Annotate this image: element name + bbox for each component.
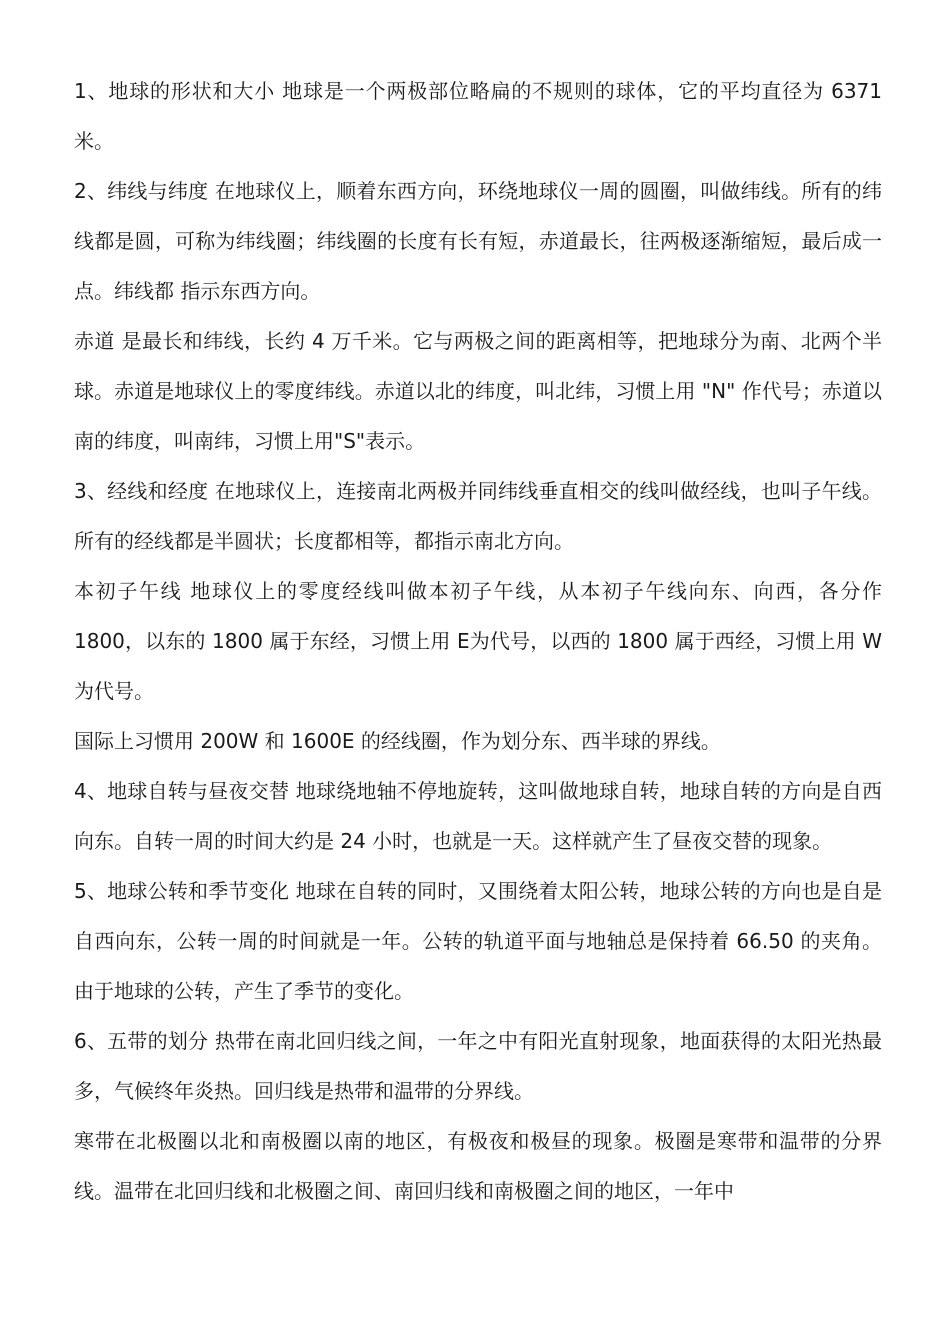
paragraph-frigid-temperate-zones: 寒带在北极圈以北和南极圈以南的地区，有极夜和极昼的现象。极圈是寒带和温带的分界线。温带在北回归线和北极圈之间、南回归线和南极圈之间的地区，一年中 xyxy=(74,1129,882,1203)
paragraph-hemisphere-boundary: 国际上习惯用 200W 和 1600E 的经线圈，作为划分东、西半球的界线。 xyxy=(74,729,721,753)
paragraph-earth-rotation: 4、地球自转与昼夜交替 地球绕地轴不停地旋转，这叫做地球自转，地球自转的方向是自西向东。自转一周的时间大约是 24 小时，也就是一天。这样就产生了昼夜交替的现象。 xyxy=(74,779,882,853)
paragraph-earth-shape-size: 1、地球的形状和大小 地球是一个两极部位略扁的不规则的球体，它的平均直径为 6371 米。 xyxy=(74,79,882,153)
paragraph-longitude-lines: 3、经线和经度 在地球仪上，连接南北两极并同纬线垂直相交的线叫做经线，也叫子午线。所有的经线都是半圆状；长度都相等，都指示南北方向。 xyxy=(74,479,882,553)
document-body xyxy=(74,66,882,1216)
paragraph-latitude-lines: 2、纬线与纬度 在地球仪上，顺着东西方向，环绕地球仪一周的圆圈，叫做纬线。所有的纬线都是圆，可称为纬线圈；纬线圈的长度有长有短，赤道最长，往两极逐渐缩短，最后成一点。纬线都 指示东西方向。 xyxy=(74,179,882,303)
paragraph-earth-revolution: 5、地球公转和季节变化 地球在自转的同时，又围绕着太阳公转，地球公转的方向也是自是自西向东，公转一周的时间就是一年。公转的轨道平面与地轴总是保持着 66.50 的夹角。由于地球的公转，产生了季节的变化。 xyxy=(74,879,882,1003)
paragraph-equator: 赤道 是最长和纬线，长约 4 万千米。它与两极之间的距离相等，把地球分为南、北两个半球。赤道是地球仪上的零度纬线。赤道以北的纬度，叫北纬，习惯上用 "N" 作代号；赤道以南的纬度，叫南纬，习惯上用"S"表示。 xyxy=(74,329,882,453)
paragraph-five-zones: 6、五带的划分 热带在南北回归线之间，一年之中有阳光直射现象，地面获得的太阳光热最多，气候终年炎热。回归线是热带和温带的分界线。 xyxy=(74,1029,882,1103)
paragraph-prime-meridian: 本初子午线 地球仪上的零度经线叫做本初子午线，从本初子午线向东、向西，各分作 1800，以东的 1800 属于东经，习惯上用 E为代号，以西的 1800 属于西经，习惯上用 W为代号。 xyxy=(74,579,882,703)
